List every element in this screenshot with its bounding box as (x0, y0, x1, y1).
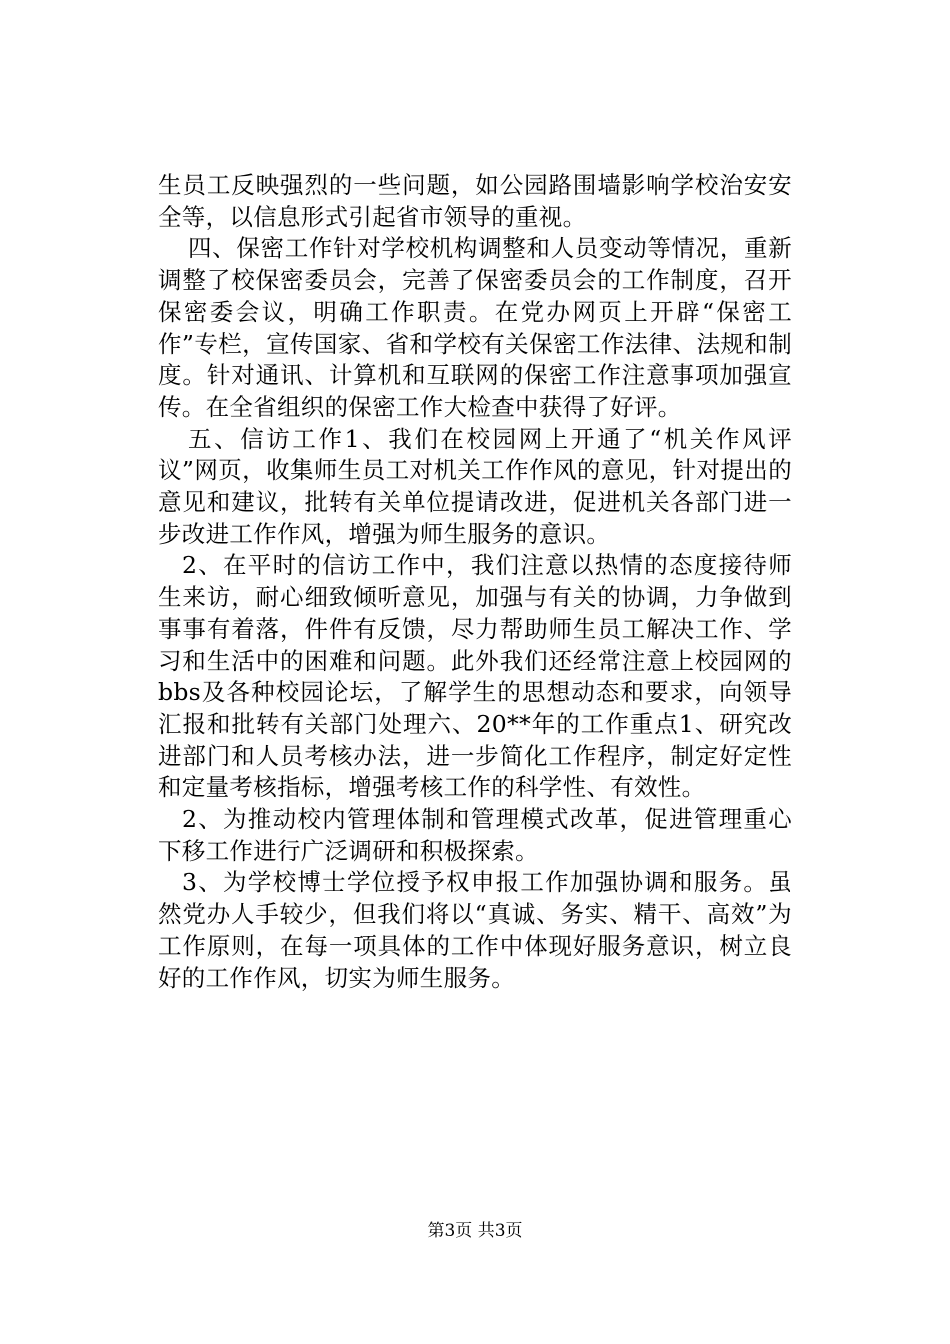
paragraph-confidentiality: 四、保密工作针对学校机构调整和人员变动等情况，重新调整了校保密委员会，完善了保密委员会的工作制度，召开保密委会议，明确工作职责。在党办网页上开辟“保密工作”专栏，宣传国家、省和学校有关保密工作法律、法规和制度。针对通讯、计算机和互联网的保密工作注意事项加强宣传。在全省组织的保密工作大检查中获得了好评。 (158, 234, 792, 421)
document-body (158, 170, 792, 994)
paragraph-reform: 2、为推动校内管理体制和管理模式改革，促进管理重心下移工作进行广泛调研和积极探索。 (158, 805, 792, 865)
paragraph-doctoral: 3、为学校博士学位授予权申报工作加强协调和服务。虽然党办人手较少，但我们将以“真诚、务实、精干、高效”为工作原则，在每一项具体的工作中体现好服务意识，树立良好的工作作风，切实为师生服务。 (158, 868, 792, 992)
paragraph-continuation: 生员工反映强烈的一些问题，如公园路围墙影响学校治安安全等，以信息形式引起省市领导的重视。 (158, 171, 792, 231)
paragraph-petition-2: 2、在平时的信访工作中，我们注意以热情的态度接待师生来访，耐心细致倾听意见，加强与有关的协调，力争做到事事有着落，件件有反馈，尽力帮助师生员工解决工作、学习和生活中的困难和问题。此外我们还经常注意上校园网的bbs及各种校园论坛，了解学生的思想动态和要求，向领导汇报和批转有关部门处理六、20**年的工作重点1、研究改进部门和人员考核办法，进一步简化工作程序，制定好定性和定量考核指标，增强考核工作的科学性、有效性。 (158, 551, 792, 802)
paragraph-petition: 五、信访工作1、我们在校园网上开通了“机关作风评议”网页，收集师生员工对机关工作作风的意见，针对提出的意见和建议，批转有关单位提请改进，促进机关各部门进一步改进工作作风，增强为师生服务的意识。 (158, 424, 792, 548)
page-footer: 第3页 共3页 (427, 1221, 523, 1241)
